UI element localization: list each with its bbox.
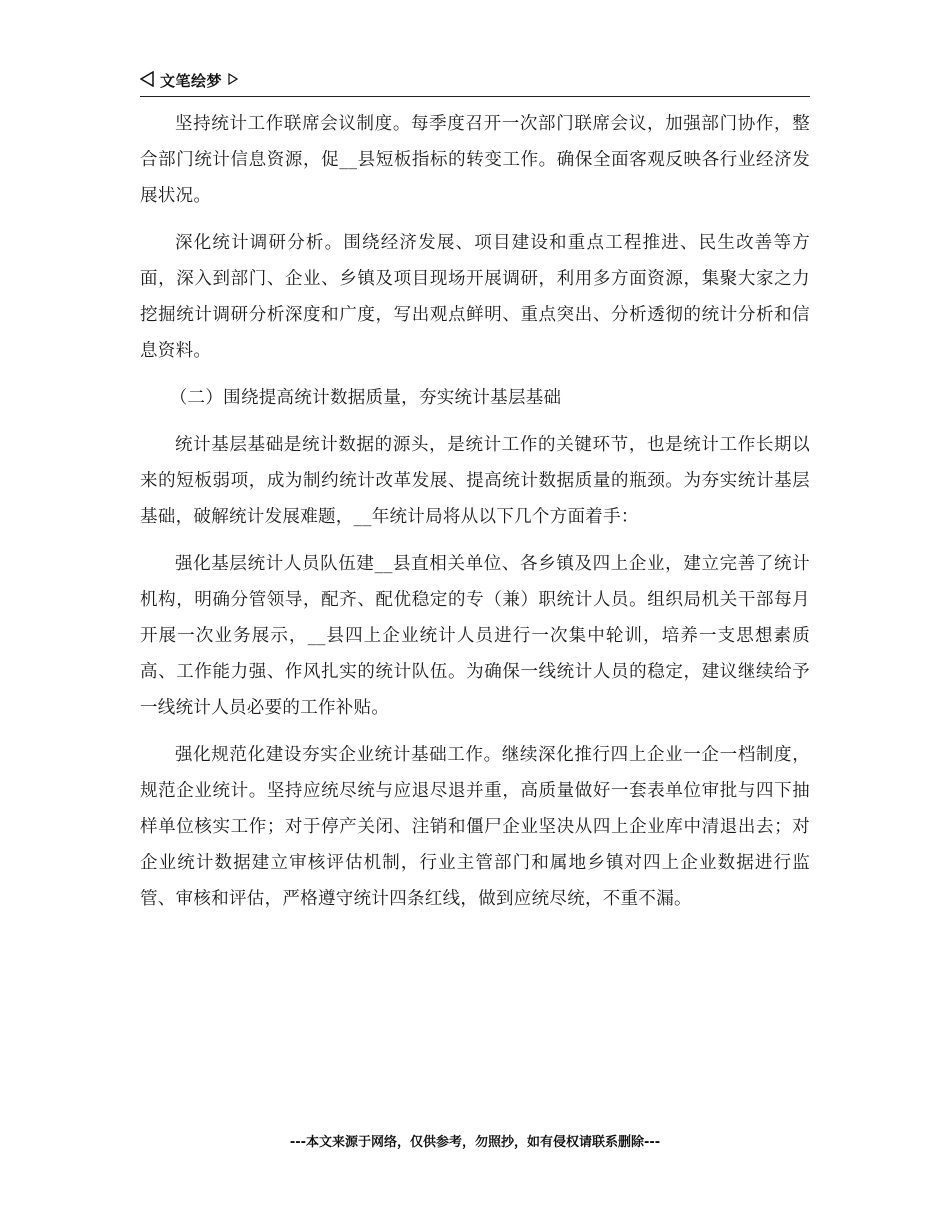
header-title: 文笔绘梦 xyxy=(160,72,223,90)
triangle-left-outline-icon xyxy=(140,71,154,87)
page-footer: ---本文来源于网络，仅供参考，勿照抄，如有侵权请联系删除--- xyxy=(289,1135,661,1150)
paragraph-staff-team: 强化基层统计人员队伍建__县直相关单位、各乡镇及四上企业，建立完善了统计机构，明确分管领导，配齐、配优稳定的专（兼）职统计人员。组织局机关干部每月开展一次业务展示，__县四上企业统计人员进行一次集中轮训，培养一支思想素质高、工作能力强、作风扎实的统计队伍。为确保一线统计人员的稳定，建议继续给予一线统计人员必要的工作补贴。 xyxy=(140,554,810,718)
paragraph-grassroots-foundation: 统计基层基础是统计数据的源头，是统计工作的关键环节，也是统计工作长期以来的短板弱项，成为制约统计改革发展、提高统计数据质量的瓶颈。为夯实统计基层基础，破解统计发展难题，__年统计局将从以下几个方面着手： xyxy=(140,435,810,527)
paragraph-research-analysis: 深化统计调研分析。围绕经济发展、项目建设和重点工程推进、民生改善等方面，深入到部门、企业、乡镇及项目现场开展调研，利用多方面资源，集聚大家之力挖掘统计调研分析深度和广度，写出观点鲜明、重点突出、分析透彻的统计分析和信息资料。 xyxy=(140,233,810,361)
section-heading: （二）围绕提高统计数据质量，夯实统计基层基础 xyxy=(169,388,562,408)
triangle-right-outline-icon xyxy=(228,73,238,85)
paragraph-joint-meeting: 坚持统计工作联席会议制度。每季度召开一次部门联席会议，加强部门协作，整合部门统计信息资源，促__县短板指标的转变工作。确保全面客观反映各行业经济发展状况。 xyxy=(140,114,810,206)
document-body xyxy=(140,106,810,928)
paragraph-standardization: 强化规范化建设夯实企业统计基础工作。继续深化推行四上企业一企一档制度，规范企业统计。坚持应统尽统与应退尽退并重，高质量做好一套表单位审批与四下抽样单位核实工作；对于停产关闭、注销和僵尸企业坚决从四上企业库中清退出去；对企业统计数据建立审核评估机制，行业主管部门和属地乡镇对四上企业数据进行监管、审核和评估，严格遵守统计四条红线，做到应统尽统，不重不漏。 xyxy=(140,745,810,909)
page-header xyxy=(140,68,810,97)
